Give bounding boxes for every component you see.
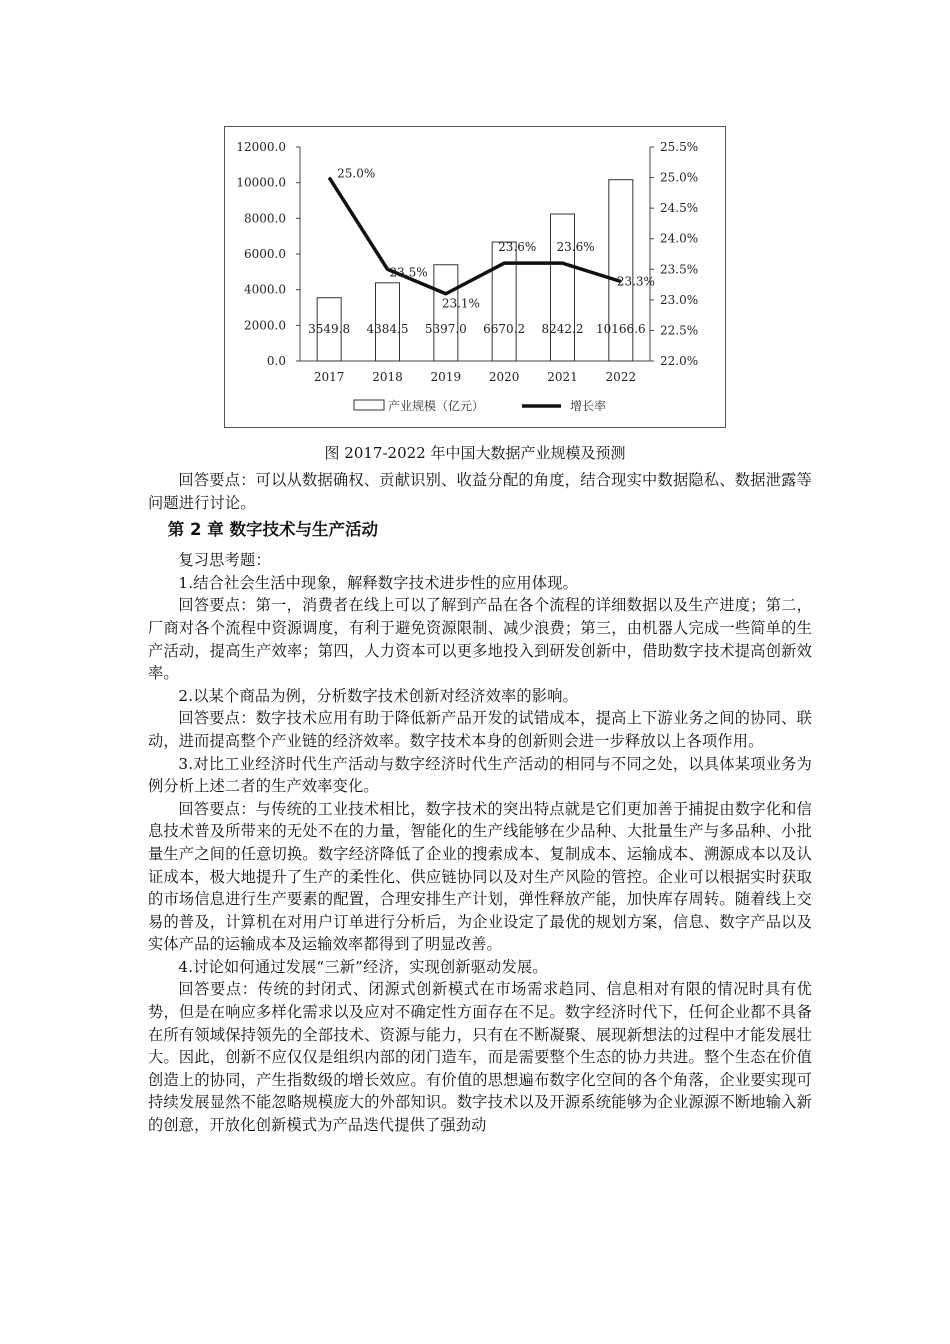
bar-data-label: 6670.2 xyxy=(483,322,526,336)
bar-data-label: 10166.6 xyxy=(596,322,646,336)
bar xyxy=(492,242,516,361)
right-tick-label: 24.0% xyxy=(660,231,699,246)
x-tick-label: 2022 xyxy=(605,370,637,384)
x-tick-label: 2020 xyxy=(488,370,520,384)
line-data-label: 25.0% xyxy=(337,166,376,181)
chart-svg xyxy=(225,127,725,427)
paragraph: 2.以某个商品为例，分析数字技术创新对经济效率的影响。 xyxy=(178,686,578,705)
bar-data-label: 8242.2 xyxy=(541,322,584,336)
paragraph: 4.讨论如何通过发展“三新”经济，实现创新驱动发展。 xyxy=(178,957,548,976)
line-data-label: 23.5% xyxy=(389,265,428,280)
x-tick-label: 2017 xyxy=(313,370,345,384)
bar xyxy=(551,214,575,361)
bar-data-label: 3549.8 xyxy=(308,322,351,336)
right-tick-label: 22.0% xyxy=(660,354,699,368)
bar xyxy=(434,265,458,361)
right-tick-label: 23.5% xyxy=(660,262,699,277)
paragraph: 回答要点：数字技术应用有助于降低新产品开发的试错成本，提高上下游业务之间的协同、联动，进而提高整个产业链的经济效率。数字技术本身的创新则会进一步释放以上各项作用。 xyxy=(148,709,812,750)
x-tick-label: 2019 xyxy=(430,370,462,384)
legend-line-label: 增长率 xyxy=(570,399,607,413)
line-data-label: 23.6% xyxy=(498,240,537,255)
line-data-label: 23.6% xyxy=(556,240,595,255)
left-tick-label: 6000.0 xyxy=(244,247,286,261)
legend-bar-label: 产业规模（亿元） xyxy=(388,399,485,413)
paragraph: 回答要点：第一，消费者在线上可以了解到产品在各个流程的详细数据以及生产进度；第二，厂商对各个流程中资源调度，有利于避免资源限制、减少浪费；第三，由机器人完成一些简单的生产活动，提高生产效率；第四，人力资本可以更多地投入到研发创新中，借助数字技术提高创新效率。 xyxy=(148,596,812,683)
paragraph: 复习思考题： xyxy=(178,551,271,570)
paragraph: 回答要点：与传统的工业技术相比，数字技术的突出特点就是它们更加善于捕捉由数字化和信息技术普及所带来的无处不在的力量，智能化的生产线能够在少品种、大批量生产与多品种、小批量生产之间的任意切换。数字经济降低了企业的搜索成本、复制成本、运输成本、溯源成本以及认证成本，极大地提升了生产的柔性化、供应链协同以及对生产风险的管控。企业可以根据实时获取的市场信息进行生产要素的配置，合理安排生产计划，弹性释放产能，加快库存周转。随着线上交易的普及，计算机在对用户订单进行分析后，为企业设定了最优的规划方案，信息、数字产品以及实体产品的运输成本及运输效率都得到了明显改善。 xyxy=(148,799,812,954)
chart-figure xyxy=(224,126,726,428)
paragraph: 回答要点：传统的封闭式、闭源式创新模式在市场需求趋同、信息相对有限的情况时具有优势，但是在响应多样化需求以及应对不确定性方面存在不足。数字经济时代下，任何企业都不具备在所有领域保持领先的全部技术、资源与能力，只有在不断凝聚、展现新想法的过程中才能发展壮大。因此，创新不应仅仅是组织内部的闭门造车，而是需要整个生态的协力共进。整个生态在价值创造上的协同，产生指数级的增长效应。有价值的思想遍布数字化空间的各个角落，企业要实现可持续发展显然不能忽略规模庞大的外部知识。数字技术以及开源系统能够为企业源源不断地输入新的创意，开放化创新模式为产品迭代提供了强劲动 xyxy=(148,980,812,1135)
x-tick-label: 2018 xyxy=(372,370,403,384)
paragraph: 3.对比工业经济时代生产活动与数字经济时代生产活动的相同与不同之处，以具体某项业务为例分析上述二者的生产效率变化。 xyxy=(148,754,812,796)
legend-bar-swatch xyxy=(354,400,384,410)
left-tick-label: 12000.0 xyxy=(236,140,286,154)
bar-data-label: 5397.0 xyxy=(424,322,467,336)
left-tick-label: 4000.0 xyxy=(244,282,286,297)
left-tick-label: 10000.0 xyxy=(236,175,286,190)
x-tick-label: 2021 xyxy=(547,370,578,384)
right-tick-label: 24.5% xyxy=(660,201,699,216)
right-tick-label: 22.5% xyxy=(660,323,699,338)
line-data-label: 23.3% xyxy=(616,274,655,289)
bar-data-label: 4384.5 xyxy=(366,322,409,336)
right-tick-label: 25.0% xyxy=(660,170,699,185)
left-tick-label: 0.0 xyxy=(266,354,286,368)
growth-line xyxy=(329,178,621,294)
paragraph: 回答要点：可以从数据确权、贡献识别、收益分配的角度，结合现实中数据隐私、数据泄露等问题进行讨论。 xyxy=(148,471,812,512)
line-data-label: 23.1% xyxy=(441,296,480,311)
figure-caption: 图 2017-2022 年中国大数据产业规模及预测 xyxy=(324,444,626,462)
right-tick-label: 23.0% xyxy=(660,292,699,307)
paragraph: 1.结合社会生活中现象，解释数字技术进步性的应用体现。 xyxy=(178,573,578,592)
left-tick-label: 2000.0 xyxy=(244,318,286,333)
left-tick-label: 8000.0 xyxy=(244,211,286,226)
right-tick-label: 25.5% xyxy=(660,140,699,154)
chapter-heading: 第 2 章 数字技术与生产活动 xyxy=(167,520,379,540)
body-text xyxy=(148,469,812,1137)
